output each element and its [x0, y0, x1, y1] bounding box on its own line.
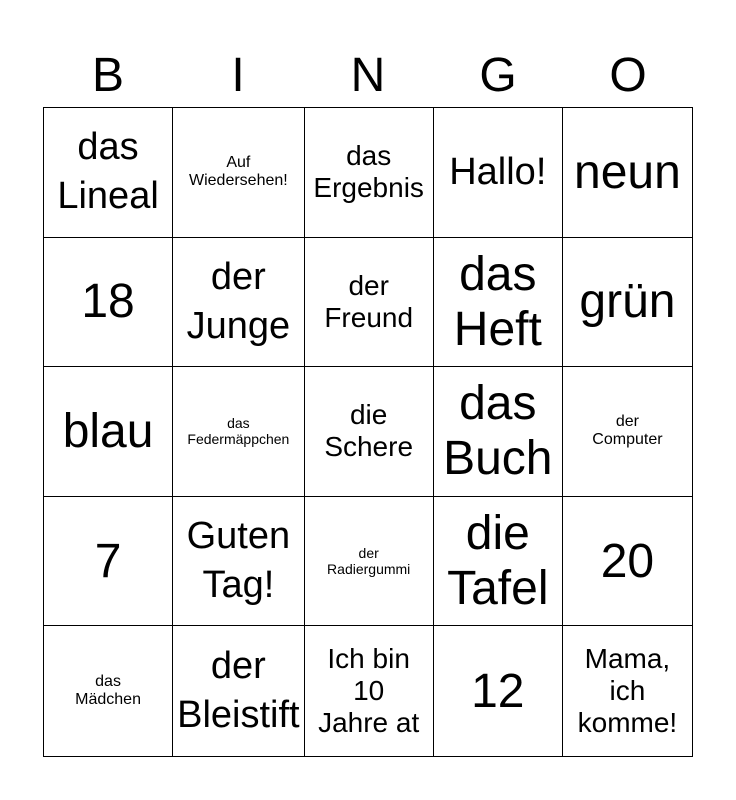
bingo-cell[interactable]: das Heft [434, 238, 563, 368]
bingo-cell[interactable]: der Bleistift [173, 626, 304, 756]
bingo-cell[interactable]: der Freund [305, 238, 434, 368]
bingo-cell[interactable]: das Lineal [44, 108, 173, 238]
bingo-cell[interactable]: blau [44, 367, 173, 497]
bingo-cell[interactable]: Mama, ich komme! [577, 642, 678, 739]
bingo-cell[interactable]: das Mädchen [44, 626, 173, 756]
bingo-cell[interactable]: Auf Wiedersehen! [173, 108, 304, 238]
header-letter-b: B [91, 49, 124, 102]
bingo-cell[interactable]: die Tafel [434, 497, 563, 627]
header-letter-o: O [609, 49, 647, 102]
bingo-cell[interactable]: Guten Tag! [173, 497, 304, 627]
bingo-cell[interactable]: das Ergebnis [305, 108, 434, 238]
bingo-cell[interactable]: die Schere [305, 367, 434, 497]
bingo-cell[interactable]: 12 [434, 626, 563, 756]
bingo-cell[interactable]: 7 [44, 497, 173, 627]
header-letter-g: G [479, 49, 517, 102]
bingo-cell[interactable]: grün [563, 238, 692, 368]
bingo-cell[interactable]: Hallo! [434, 108, 563, 238]
bingo-cell[interactable]: das Federmäppchen [173, 367, 304, 497]
bingo-cell[interactable]: 18 [44, 238, 173, 368]
bingo-cell[interactable]: das Buch [434, 367, 563, 497]
bingo-cell[interactable]: Ich bin 10 Jahre at [305, 626, 434, 756]
header-letter-i: I [231, 49, 245, 102]
bingo-cell[interactable]: neun [563, 108, 692, 238]
bingo-cell[interactable]: der Junge [173, 238, 304, 368]
bingo-cell[interactable]: der Radiergummi [305, 497, 434, 627]
bingo-grid [43, 107, 693, 757]
bingo-cell[interactable]: der Computer [563, 367, 692, 497]
bingo-header [43, 45, 693, 107]
bingo-cell[interactable]: 20 [563, 497, 692, 627]
header-letter-n: N [350, 49, 386, 102]
